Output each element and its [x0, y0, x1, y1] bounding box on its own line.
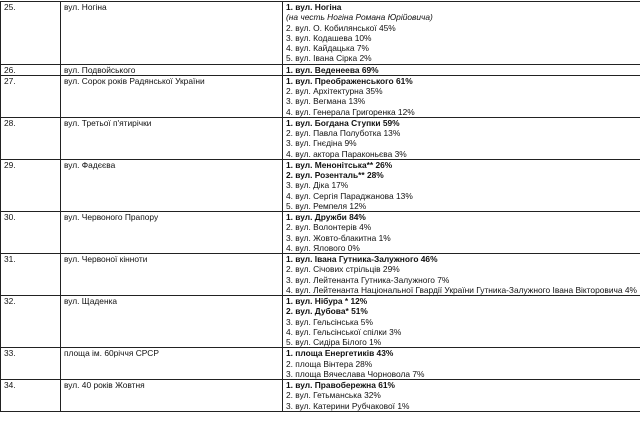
- renaming-table: [0, 1, 640, 412]
- name-option: 4. вул. актора Параконьєва 3%: [286, 148, 407, 159]
- name-option: 5. вул. Івана Сірка 2%: [286, 53, 372, 64]
- winning-option: 1. вул. Правобережна 61%: [286, 380, 395, 390]
- name-option: 4. вул. Сергія Параджанова 13%: [286, 190, 413, 201]
- row-number: 31.: [1, 254, 61, 296]
- table-row: [1, 64, 640, 75]
- name-option: 2. вул. Січових стрільців 29%: [286, 264, 400, 275]
- new-name-options: [283, 380, 640, 412]
- row-number: 26.: [1, 64, 61, 75]
- name-option: 3. вул. Вегмана 13%: [286, 96, 366, 107]
- winning-option: 1. вул. Богдана Ступки 59%: [286, 117, 400, 128]
- name-option: 5. вул. Ремпеля 12%: [286, 200, 367, 211]
- old-street-name: вул. Червоного Прапору: [61, 212, 283, 254]
- winning-option: 1. вул. Преображенського 61%: [286, 75, 413, 86]
- table-row: [1, 348, 640, 380]
- table-row: [1, 254, 640, 296]
- old-street-name: вул. Фадєєва: [61, 159, 283, 211]
- new-name-options: [283, 296, 640, 348]
- old-street-name: вул. Подвойського: [61, 64, 283, 75]
- winning-option: 1. вул. Веденеева 69%: [286, 64, 379, 75]
- winning-option: 1. вул. Менонітська** 26%: [286, 159, 393, 170]
- name-option: 2. вул. Гетьманська 32%: [286, 390, 381, 401]
- winning-option: 1. вул. Івана Гутника-Залужного 46%: [286, 254, 438, 264]
- winning-option: 2. вул. Дубова* 51%: [286, 306, 368, 317]
- name-option: (на честь Ногіна Романа Юрійовича): [286, 12, 433, 23]
- row-number: 30.: [1, 212, 61, 254]
- new-name-options: [283, 2, 640, 65]
- name-option: 2. вул. Павла Полуботка 13%: [286, 128, 401, 138]
- old-street-name: вул. Червоної кінноти: [61, 254, 283, 296]
- old-street-name: вул. Щаденка: [61, 296, 283, 348]
- row-number: 34.: [1, 380, 61, 412]
- table-row: [1, 296, 640, 348]
- name-option: 3. вул. Лейтенанта Гутника-Залужного 7%: [286, 274, 450, 285]
- table-row: [1, 212, 640, 254]
- table-body: [1, 2, 640, 412]
- name-option: 4. вул. Гельсінської спілки 3%: [286, 326, 402, 337]
- winning-option: 1. вул. Дружби 84%: [286, 212, 366, 222]
- name-option: 3. вул. Кодашева 10%: [286, 32, 372, 43]
- name-option: 2. площа Вінтера 28%: [286, 358, 373, 369]
- new-name-options: [283, 212, 640, 254]
- name-option: 3. площа Вячеслава Чорновола 7%: [286, 368, 425, 379]
- row-number: 28.: [1, 117, 61, 159]
- table-row: [1, 2, 640, 65]
- name-option: 2. вул. Архітектурна 35%: [286, 86, 383, 96]
- new-name-options: [283, 64, 640, 75]
- name-option: 3. вул. Катерини Рубчакової 1%: [286, 400, 410, 411]
- table-row: [1, 380, 640, 412]
- row-number: 33.: [1, 348, 61, 380]
- name-option: 3. вул. Жовто-блакитна 1%: [286, 232, 391, 243]
- row-number: 27.: [1, 75, 61, 117]
- winning-option: 1. вул. Нібура * 12%: [286, 296, 368, 306]
- name-option: 4. вул. Генерала Григоренка 12%: [286, 106, 415, 117]
- winning-option: 1. вул. Ногіна: [286, 2, 342, 12]
- new-name-options: [283, 159, 640, 211]
- old-street-name: вул. 40 років Жовтня: [61, 380, 283, 412]
- row-number: 32.: [1, 296, 61, 348]
- name-option: 3. вул. Гнєдіна 9%: [286, 138, 357, 149]
- old-street-name: вул. Третьої п'ятирічки: [61, 117, 283, 159]
- winning-option: 1. площа Енергетиків 43%: [286, 348, 394, 359]
- new-name-options: [283, 348, 640, 380]
- name-option: 5. вул. Сидіра Білого 1%: [286, 337, 382, 347]
- row-number: 25.: [1, 2, 61, 65]
- name-option: 2. вул. Волонтерів 4%: [286, 222, 372, 233]
- winning-option: 2. вул. Розенталь** 28%: [286, 170, 384, 180]
- name-option: 2. вул. О. Кобилянської 45%: [286, 22, 396, 33]
- old-street-name: вул. Сорок років Радянської України: [61, 75, 283, 117]
- table-row: [1, 75, 640, 117]
- name-option: 4. вул. Ялового 0%: [286, 242, 360, 253]
- table-row: [1, 117, 640, 159]
- old-street-name: площа ім. 60річчя СРСР: [61, 348, 283, 380]
- name-option: 3. вул. Діка 17%: [286, 180, 349, 191]
- new-name-options: [283, 254, 640, 296]
- row-number: 29.: [1, 159, 61, 211]
- name-option: 3. вул. Гельсінська 5%: [286, 316, 373, 327]
- old-street-name: вул. Ногіна: [61, 2, 283, 65]
- table-row: [1, 159, 640, 211]
- name-option: 4. вул. Лейтенанта Національної Гвардії України Гутника-Залужного Івана Вікторовича 4%: [286, 284, 637, 295]
- name-option: 4. вул. Кайдацька 7%: [286, 43, 369, 53]
- new-name-options: [283, 117, 640, 159]
- new-name-options: [283, 75, 640, 117]
